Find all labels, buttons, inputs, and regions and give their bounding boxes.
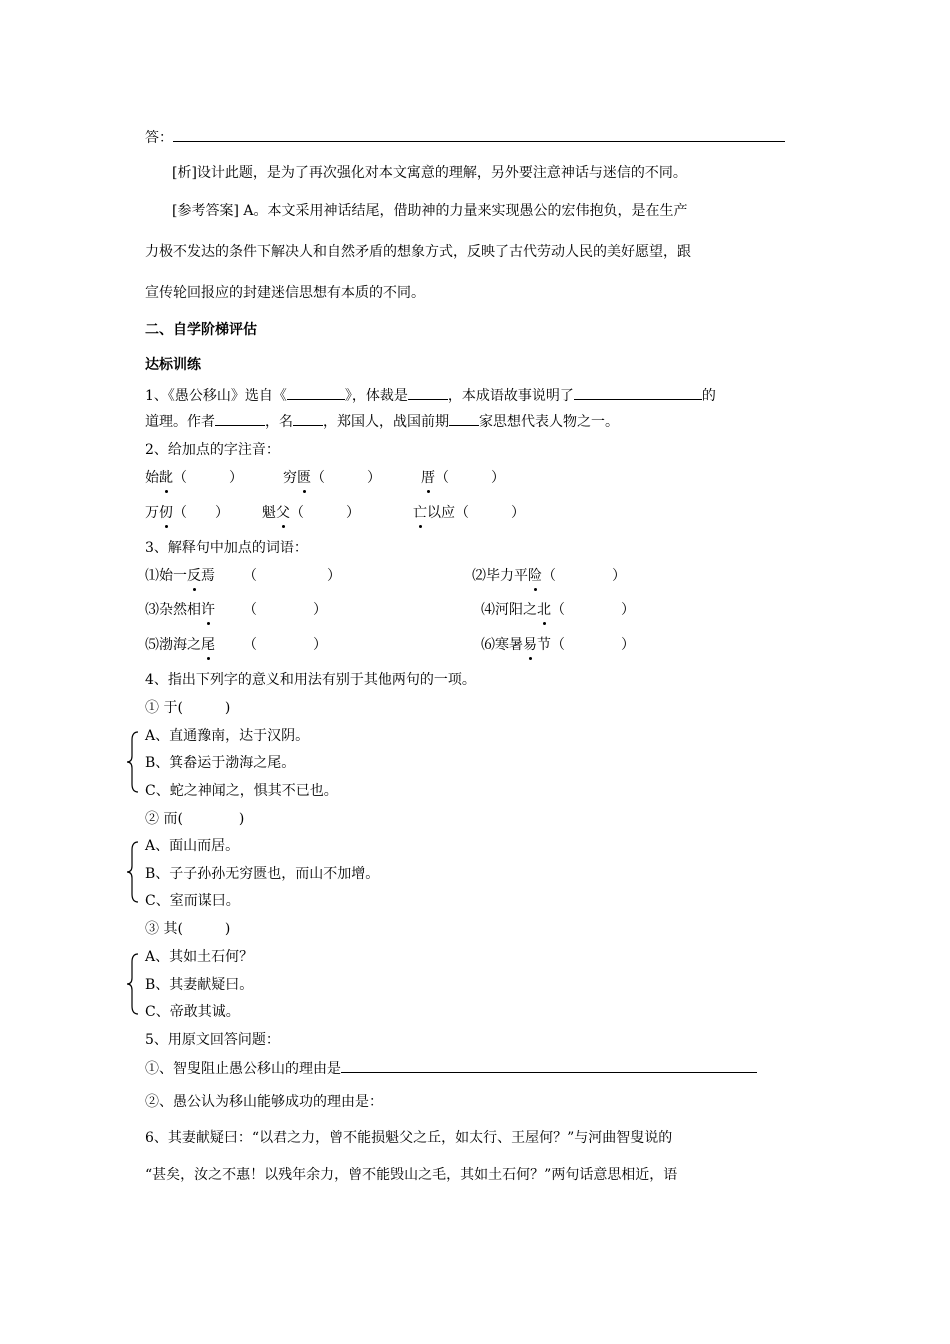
answer-line [145,127,785,148]
dotted-char: 易 [523,637,537,653]
dotted-char: 厝 [421,470,435,486]
dotted-char: 父 [276,505,290,521]
q2-item: 万仞（ ） [145,505,229,521]
subsection-title: 达标训练 [145,357,201,373]
q4-option: C、室而谋曰。 [145,893,240,909]
q4-option: C、帝敢其诚。 [145,1004,240,1020]
q3-item: ⑵毕力平险（ ） [472,568,626,584]
q1-text-a: 1、《愚公移山》选自《 [145,388,287,404]
q1-blank-name[interactable] [293,411,323,426]
q4-group-head: ① 于( ) [145,700,231,716]
question-2-title: 2、给加点的字注音： [145,442,280,458]
q2-item: 始龀（ ） [145,470,243,486]
brace-icon [126,730,140,794]
q1-text-b: 》，体裁是 [344,388,408,404]
dotted-char: 许 [201,602,215,618]
dotted-char: 龀 [159,470,173,486]
answer-paren[interactable]: （ ） [435,470,505,486]
dotted-char: 匮 [297,470,311,486]
answer-paren[interactable]: （ ） [243,637,327,653]
answer-paren[interactable]: （ ） [455,505,525,521]
answer-paren[interactable]: （ ） [551,602,635,618]
answer-prefix: 答： [145,130,173,146]
q3-item: ⑷河阳之北（ ） [481,602,635,618]
q2-item [421,468,505,488]
answer-blank[interactable] [173,127,785,142]
q3-item: ⑸渤海之尾 （ ） [145,637,327,653]
question-5-title: 5、用原文回答问题： [145,1032,280,1048]
q1-blank-author[interactable] [215,411,265,426]
q1-text-d: 的 [701,388,716,404]
q1-text-e: 道理。作者 [145,414,215,430]
reference-answer-line3: 宣传轮回报应的封建迷信思想有本质的不同。 [145,285,425,301]
q4-group-head: ② 而( ) [145,811,245,827]
q3-item: ⑹寒暑易节（ ） [481,637,635,653]
dotted-char: 仞 [159,505,173,521]
q1-blank-school[interactable] [449,411,479,426]
question-3-title: 3、解释句中加点的词语： [145,540,308,556]
q4-option: B、子子孙孙无穷匮也，而山不加增。 [145,866,380,882]
answer-paren[interactable]: （ ） [173,505,229,521]
answer-paren[interactable]: （ ） [311,470,381,486]
answer-paren[interactable]: （ ） [542,568,626,584]
reference-answer-line2: 力极不发达的条件下解决人和自然矛盾的想象方式，反映了古代劳动人民的美好愿望，跟 [145,244,691,260]
q5-item-2: ②、愚公认为移山能够成功的理由是： [145,1094,383,1110]
q1-blank-moral[interactable] [574,385,702,400]
question-6-line2: “甚矣，汝之不惠！以残年余力，曾不能毁山之毛，其如土石何？”两句话意思相近，语 [145,1167,678,1183]
answer-paren[interactable]: （ ） [173,470,243,486]
brace-icon [126,952,140,1016]
dotted-char: 北 [537,602,551,618]
q1-text-g: ，郑国人，战国前期 [323,414,449,430]
dotted-char: 反 [187,568,201,584]
question-6-line1: 6、其妻献疑曰：“以君之力，曾不能损魁父之丘，如太行、王屋何？”与河曲智叟说的 [145,1130,673,1146]
q2-item: 亡以应（ ） [413,505,525,521]
q5-answer-blank[interactable] [341,1058,757,1073]
dotted-char: 尾 [201,637,215,653]
q4-option: A、其如土石何？ [145,949,254,965]
q3-item: ⑶杂然相许 （ ） [145,602,327,618]
question-1-line2 [145,411,619,432]
q4-option: A、面山而居。 [145,838,240,854]
q1-blank-source[interactable] [287,385,345,400]
reference-answer-line1: [参考答案] A。本文采用神话结尾，借助神的力量来实现愚公的宏伟抱负，是在生产 [172,203,688,219]
section-title: 二、自学阶梯评估 [145,322,257,338]
dotted-char: 亡 [413,505,427,521]
question-1-line1 [145,385,716,406]
answer-paren[interactable]: （ ） [243,568,341,584]
q4-option: A、直通豫南，达于汉阴。 [145,728,310,744]
brace-icon [126,840,140,904]
q2-item: 魁父（ ） [262,505,360,521]
analysis-text: [析]设计此题，是为了再次强化对本文寓意的理解，另外要注意神话与迷信的不同。 [172,165,687,181]
q2-item: 穷匮（ ） [283,470,381,486]
q1-text-c: ，本成语故事说明了 [447,388,574,404]
q1-blank-genre[interactable] [408,385,448,400]
answer-paren[interactable]: （ ） [290,505,360,521]
answer-paren[interactable]: （ ） [243,602,327,618]
q4-group-head: ③ 其( ) [145,921,231,937]
q1-text-h: 家思想代表人物之一。 [479,414,619,430]
dotted-char: 险 [528,568,542,584]
question-4-title: 4、指出下列字的意义和用法有别于其他两句的一项。 [145,672,476,688]
q1-text-f: ，名 [265,414,293,430]
q4-option: B、其妻献疑曰。 [145,977,254,993]
q4-option: C、蛇之神闻之，惧其不已也。 [145,783,338,799]
q4-option: B、箕畚运于渤海之尾。 [145,755,296,771]
answer-paren[interactable]: （ ） [551,637,635,653]
q5-item-1: ①、智叟阻止愚公移山的理由是 [145,1058,757,1079]
q3-item: ⑴始一反焉 （ ） [145,568,341,584]
